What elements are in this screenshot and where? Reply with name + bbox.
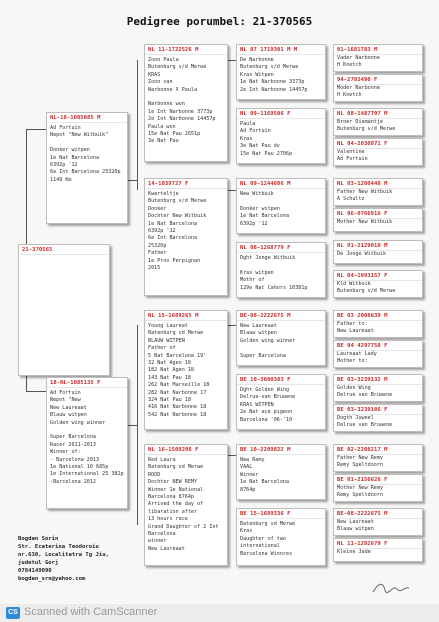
grandparent-card[interactable] [144, 178, 228, 296]
great-grandparent-ring: NL 09-1169506 F [237, 109, 325, 119]
great-grandparent-line: Mothr of [240, 277, 265, 284]
dam-line: Racer 2011-2013 [50, 441, 97, 448]
grandparent-ring: NL 11-1722526 M [145, 45, 227, 55]
connector-line [127, 425, 138, 426]
gg-grandparent-card[interactable] [333, 138, 423, 166]
connector-line [127, 180, 138, 181]
great-grandparent-line: 6392p '12 [240, 220, 268, 227]
great-grandparent-line: Delrue-van Bruaene [240, 394, 296, 401]
dam-ring: 18-NL-1085135 F [47, 378, 127, 388]
grandparent-line: 1e Nat Barcelona [148, 220, 198, 227]
gg-grandparent-line: H Knetch [337, 92, 362, 99]
grandparent-line: Batenburg vd Merwe [148, 330, 204, 337]
great-grandparent-card[interactable] [236, 242, 326, 298]
gg-grandparent-card[interactable] [333, 208, 423, 232]
great-grandparent-line: 1e Nat Barcelona [240, 213, 290, 220]
sire-line: 6e Int Barcelona 25320p [50, 169, 121, 176]
gg-grandparent-ring: BE 03 2008639 M [334, 311, 422, 321]
great-grandparent-line: Dght Golden Wing [240, 387, 290, 393]
connector-line [227, 60, 236, 61]
gg-grandparent-line: Remy Speltdoorn [337, 462, 384, 469]
great-grandparent-line: New Remy [240, 457, 265, 463]
connector-line [227, 190, 236, 191]
gg-grandparent-card[interactable] [333, 444, 423, 472]
dam-card[interactable] [46, 377, 128, 509]
gg-grandparent-line: De Jonge Witbuik [337, 251, 387, 257]
subject-card[interactable] [18, 244, 110, 376]
grandparent-line: Donker [148, 205, 167, 212]
grandparent-line: KRAS [148, 71, 161, 78]
great-grandparent-line: Paula [240, 121, 256, 127]
owner-line: judetul Gorj [18, 560, 59, 566]
grandparent-line: Narbonne won [148, 101, 185, 108]
great-grandparent-line: Barcelona Winnres [240, 550, 293, 557]
grandparent-line: 15e Nat Pau 2651p [148, 131, 201, 138]
sire-ring: NL-18-1085085 M [47, 113, 127, 123]
gg-grandparent-line: Father to: [337, 321, 368, 327]
grandparent-line: Dochter NEW REMY [148, 479, 198, 486]
gg-grandparent-line: Blauw witpen [337, 526, 374, 533]
grandparent-line [145, 94, 227, 101]
great-grandparent-line [237, 198, 325, 205]
grandparent-line: 2015 [148, 265, 161, 272]
sire-card[interactable] [46, 112, 128, 224]
sire-line: Nepot "New Witbuik" [50, 132, 109, 139]
gg-grandparent-line: New Laureaat [337, 519, 374, 525]
grandparent-line: Kwarteltje [148, 191, 179, 197]
grandparent-line: Butenburg v/d Merwe [148, 64, 207, 71]
dam-line: Nepot "New [50, 397, 81, 404]
grandparent-line: 143 Nat Pau 18 [148, 374, 191, 381]
gg-grandparent-line: H Knetch [337, 62, 362, 69]
great-grandparent-line: 3e Nat Pau dv [240, 143, 280, 150]
grandparent-line: 416 Nat Narbonne 18 [148, 404, 207, 411]
great-grandparent-line: Ad Fortuin [240, 128, 271, 135]
grandparent-line: 1e Prov Perpignan [148, 257, 201, 264]
great-grandparent-line: Winner [240, 471, 259, 478]
great-grandparent-ring: BE 10-3080383 F [237, 375, 325, 385]
great-grandparent-line: Blauw witpen [240, 330, 277, 337]
gg-grandparent-ring: 94-2783490 F [334, 75, 422, 85]
gg-grandparent-ring: BE 03-3239132 M [334, 375, 422, 385]
gg-grandparent-line: Mother New Remy [337, 485, 384, 491]
great-grandparent-card[interactable] [236, 108, 326, 164]
grandparent-line: 6392p '12 [148, 228, 176, 235]
great-grandparent-line: 15e Nat Pau 2706p [240, 150, 293, 157]
great-grandparent-line: 1e Nat Narbonne 3373p [240, 79, 305, 86]
dam-line: Golden wing winner [50, 419, 106, 426]
gg-grandparent-line: Broer Diamantje [337, 119, 384, 125]
gg-grandparent-line: Butenburg v/d Merwe [337, 126, 396, 133]
gg-grandparent-ring: NL 08-1487707 M [334, 109, 422, 119]
connector-line [227, 455, 236, 456]
great-grandparent-card[interactable] [236, 508, 326, 566]
great-grandparent-ring: BE 15-1689336 F [237, 509, 325, 519]
grandparent-line: 282 Nat Narbonne 17 [148, 389, 207, 396]
gg-grandparent-card[interactable] [333, 310, 423, 338]
great-grandparent-line: 1e Nat Barcelona [240, 479, 290, 486]
grandparent-line: BLAUW WITPEN [148, 337, 185, 344]
camscanner-label: Scanned with CamScanner [24, 606, 158, 618]
grandparent-line: 542 Nat Narbonne 18 [148, 411, 207, 418]
great-grandparent-ring: NL 08-1268779 F [237, 243, 325, 253]
dam-line: Winner of: [50, 449, 81, 456]
owner-line: Bogdan Sorin [18, 536, 59, 542]
great-grandparent-card[interactable] [236, 310, 326, 366]
great-grandparent-line: 2e Nat ace pigeon [240, 409, 293, 416]
grandparent-line: Batenburg vd Merwe [148, 464, 204, 471]
dam-line: Ad Fortuin [50, 390, 81, 396]
grandparent-line: Barcelona 8764p [148, 494, 195, 501]
sire-line: 6392p '12 [50, 162, 78, 169]
grandparent-line: Narbonne X Paula [148, 86, 198, 93]
owner-line: Str. Ecaterina Teodoroiu [18, 544, 99, 550]
great-grandparent-ring: NL 09-1244606 M [237, 179, 325, 189]
great-grandparent-line: 129e Nat Cahors 10381p [240, 284, 308, 291]
gg-grandparent-ring: BE-08-2222675 M [334, 509, 422, 519]
grandparent-ring: NL 15-1689265 M [145, 311, 227, 321]
subject-ring: 21-370565 [19, 245, 109, 255]
grandparent-line: 3e Nat Pau [148, 138, 179, 145]
gg-grandparent-line: Valentine [337, 149, 365, 155]
gg-grandparent-line: Butenburg v/d Merwe [337, 288, 396, 295]
great-grandparent-ring: BE 10-2209822 M [237, 445, 325, 455]
grandparent-line: Father [148, 250, 167, 257]
great-grandparent-line: international [240, 543, 280, 550]
grandparent-line: 2e Int Narbonne 14457p [148, 116, 216, 123]
connector-line [137, 60, 138, 190]
grandparent-line: 324 Nat Pau 18 [148, 397, 191, 404]
scanner-watermark [0, 604, 439, 622]
grandparent-line: Winner 1e National [148, 486, 204, 493]
gg-grandparent-line: Ad Fortuin [337, 156, 368, 163]
great-grandparent-line: Kras [240, 528, 253, 535]
sire-line: Ad Fortuin [50, 125, 81, 131]
great-grandparent-line: 2e Int Narbonne 14457p [240, 86, 308, 93]
grandparent-line: Young Laureat [148, 323, 188, 329]
sire-line: 1149 Km [50, 176, 72, 183]
great-grandparent-line: 8764p [240, 486, 256, 493]
gg-grandparent-line: Remy Speltdoorn [337, 492, 384, 499]
gg-grandparent-card[interactable] [333, 374, 423, 402]
great-grandparent-line: New Laureaat [240, 323, 277, 329]
gg-grandparent-card[interactable] [333, 270, 423, 298]
grandparent-line: 1e Int Narbonne 3773p [148, 108, 213, 115]
gg-grandparent-line: Kld Witbuik [337, 281, 371, 287]
dam-line: New Laureaat [50, 404, 87, 411]
connector-line [227, 325, 236, 326]
sire-line [47, 140, 127, 147]
gg-grandparent-line: Mother New Witbuik [337, 219, 393, 225]
great-grandparent-line: Daughter of two [240, 535, 287, 542]
sire-line: Donker witpen [50, 147, 90, 154]
gg-grandparent-line: Delrue van Bruaene [337, 392, 393, 399]
dam-line: Blauw witpen [50, 412, 87, 419]
gg-grandparent-line: Golden Wing [337, 385, 371, 391]
dam-line [47, 427, 127, 434]
gg-grandparent-card[interactable] [333, 474, 423, 502]
owner-contact [18, 535, 158, 583]
gg-grandparent-ring: BE 02-2208217 M [334, 445, 422, 455]
grandparent-line: New Laureaat [148, 545, 185, 552]
gg-grandparent-ring: BE 03-3239186 F [334, 405, 422, 415]
grandparent-line: ROOD [148, 471, 161, 478]
owner-line: nr.630, Localitatra Tg Jiu, [18, 552, 109, 558]
gg-grandparent-ring: NL 04-1993157 F [334, 271, 422, 281]
great-grandparent-line: Kras Witpen [240, 71, 274, 78]
dam-line: - Barcelona 2013 [50, 456, 100, 463]
great-grandparent-line: KRAS WITPEN [240, 401, 274, 408]
signature-icon [371, 580, 411, 596]
grandparent-ring: NL 16-1509208 F [145, 445, 227, 455]
grandparent-line: Dochter New Witbuik [148, 213, 207, 220]
grandparent-line: Barcelona [148, 531, 176, 538]
grandparent-card[interactable] [144, 44, 228, 162]
great-grandparent-line: Barcelona '06-'10 [240, 416, 293, 423]
gg-grandparent-line: Delrue van Bruaene [337, 422, 393, 429]
great-grandparent-line [237, 262, 325, 269]
gg-grandparent-ring: NL 06-0766916 F [334, 209, 422, 219]
gg-grandparent-line: New Laureaat [337, 328, 374, 335]
gg-grandparent-card[interactable] [333, 538, 423, 562]
grandparent-line: Zoon van [148, 79, 173, 86]
gg-grandparent-ring: BE 01-2156626 F [334, 475, 422, 485]
connector-line [26, 129, 27, 241]
great-grandparent-line: Kras witpen [240, 269, 274, 276]
grandparent-line: winner [148, 538, 167, 545]
grandparent-line: Butenburg v/d Merwe [148, 198, 207, 205]
grandparent-card[interactable] [144, 310, 228, 430]
grandparent-line: 32 Nat Agen 18 [148, 360, 191, 367]
grandparent-line: 5 Nat Barcelona 19' [148, 352, 207, 359]
page-title: Pedigree porumbel: 21-370565 [126, 15, 313, 28]
gg-grandparent-card[interactable] [333, 178, 423, 206]
grandparent-line: libaration after [148, 508, 198, 515]
gg-grandparent-line: Laureaat Lady [337, 351, 377, 357]
gg-grandparent-ring: NL 11-1292679 F [334, 539, 422, 549]
grandparent-line: Father of [148, 345, 176, 352]
gg-grandparent-line: Moder Narbonne [337, 85, 380, 91]
great-grandparent-line: Kras [240, 135, 253, 142]
gg-grandparent-card[interactable] [333, 74, 423, 102]
grandparent-line: 262 Nat Marseille 18 [148, 382, 210, 389]
great-grandparent-card[interactable] [236, 178, 326, 234]
gg-grandparent-card[interactable] [333, 240, 423, 264]
grandparent-line: 182 Nat Agen 18 [148, 367, 195, 374]
great-grandparent-line: Golden wing winner [240, 337, 296, 344]
gg-grandparent-card[interactable] [333, 340, 423, 368]
dam-line: -Barcelona 2012 [50, 478, 97, 485]
owner-line: 0784149090 [18, 568, 52, 574]
great-grandparent-line: New Witbuik [240, 191, 274, 197]
great-grandparent-ring: NL 07 1719301 M M [237, 45, 325, 55]
great-grandparent-line: Batenburg vd Merwe [240, 521, 296, 527]
gg-grandparent-card[interactable] [333, 508, 423, 536]
gg-grandparent-card[interactable] [333, 44, 423, 72]
dam-line: 1e National 10 685p [50, 464, 109, 471]
sire-line: 1e Nat Barcelona [50, 154, 100, 161]
grandparent-line: Zoon Paula [148, 57, 179, 63]
great-grandparent-ring: BE-08-2222675 M [237, 311, 325, 321]
gg-grandparent-ring: NL 91-2129010 M [334, 241, 422, 251]
connector-line [26, 129, 46, 130]
gg-grandparent-line: Dogth Juweel [337, 415, 374, 421]
grandparent-line: 6e Int Barcelona [148, 235, 198, 242]
great-grandparent-line: Dght Jonge Witbuik [240, 255, 296, 261]
great-grandparent-card[interactable] [236, 444, 326, 500]
grandparent-line: 13 hours race [148, 516, 188, 523]
gg-grandparent-line: Father New Witbuik [337, 189, 393, 195]
gg-grandparent-card[interactable] [333, 108, 423, 136]
gg-grandparent-line: Mother to: [337, 358, 368, 365]
grandparent-line: 25320p [148, 242, 167, 249]
gg-grandparent-line: Kleine Jade [337, 549, 371, 555]
camscanner-icon: CS [6, 607, 20, 619]
connector-line [26, 391, 46, 392]
gg-grandparent-ring: NL 04-2030871 F [334, 139, 422, 149]
grandparent-line: Red Laura [148, 457, 176, 463]
great-grandparent-line: Donker witpen [240, 205, 280, 212]
great-grandparent-card[interactable] [236, 374, 326, 430]
gg-grandparent-ring: BE 04 4297750 F [334, 341, 422, 351]
great-grandparent-line: VAAL [240, 464, 253, 471]
great-grandparent-card[interactable] [236, 44, 326, 100]
grandparent-line: Paula won [148, 123, 176, 130]
gg-grandparent-ring: 01-1681783 M [334, 45, 422, 55]
gg-grandparent-line: A Schultz [337, 196, 365, 203]
gg-grandparent-line: Vader Narbonne [337, 55, 380, 61]
great-grandparent-line: Butenburg v/d Merwe [240, 64, 299, 71]
great-grandparent-line: De Narbonne [240, 57, 274, 63]
dam-line: Super Barcelona [50, 434, 97, 441]
grandparent-line: Grand Daughter of 2 Int [148, 523, 219, 530]
owner-email-link[interactable]: bogdan_srn@yahoo.com [18, 576, 86, 582]
great-grandparent-line [237, 345, 325, 352]
grandparent-ring: 14-1039727 F [145, 179, 227, 189]
grandparent-line: Arrived the day of [148, 501, 204, 508]
signature-logo [371, 580, 411, 598]
dam-line: 1e International 25 382p [50, 471, 124, 478]
great-grandparent-line: Super Barcelona [240, 352, 287, 359]
gg-grandparent-card[interactable] [333, 404, 423, 432]
gg-grandparent-ring: NL 03-1200448 M [334, 179, 422, 189]
gg-grandparent-line: Father New Remy [337, 455, 384, 461]
